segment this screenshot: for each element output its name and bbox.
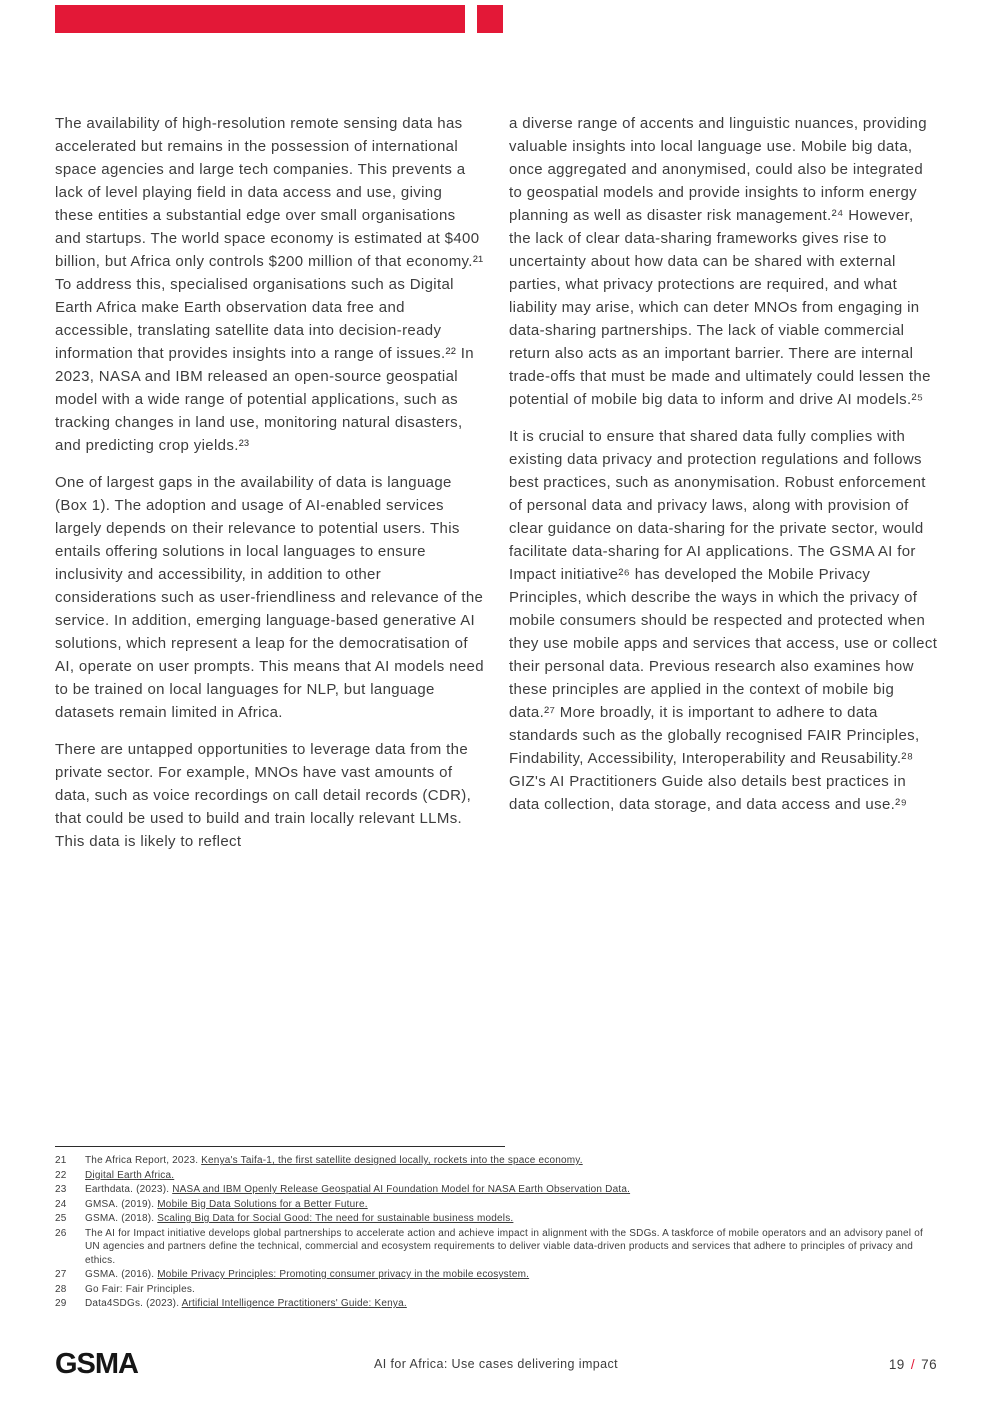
footnote-text — [85, 1268, 939, 1282]
page-current: 19 — [888, 1356, 905, 1372]
footnote-link[interactable]: Scaling Big Data for Social Good: The need for sustainable business models. — [157, 1213, 514, 1224]
footnote-text — [85, 1198, 939, 1212]
footnote-text — [85, 1183, 939, 1197]
page-footer — [55, 1347, 937, 1381]
footnote — [55, 1268, 939, 1282]
footer-report-title: AI for Africa: Use cases delivering impact — [374, 1357, 618, 1371]
footnote — [55, 1283, 939, 1297]
page-number — [889, 1357, 937, 1372]
footnote-pre: Data4SDGs. (2023). — [85, 1298, 182, 1309]
paragraph-mobile-big-data: a diverse range of accents and linguistic nuances, providing valuable insights into local language use. Mobile big data, once aggregated and anonymised, could also be integrated to geospatial models and provide insights to inform energy planning as well as disaster risk management.²⁴ However, the lack of clear data-sharing frameworks gives rise to uncertainty about how data can be shared with external parties, what privacy protections are required, and what liability may arise, which can deter MNOs from engaging in data-sharing partnerships. The lack of viable commercial return also acts as an important barrier. There are internal trade-offs that must be made and ultimately could lessen the potential of mobile big data to inform and drive AI models.²⁵ — [509, 115, 931, 408]
footnote-link[interactable]: Kenya's Taifa-1, the first satellite designed locally, rockets into the space economy. — [201, 1155, 583, 1166]
footnote-pre: GMSA. (2019). — [85, 1198, 158, 1210]
footnote — [55, 1297, 939, 1311]
footnote-separator-rule — [55, 1146, 505, 1147]
footnote-text — [85, 1154, 939, 1168]
footnote-text — [85, 1169, 939, 1183]
footnote-pre: GSMA. (2016). — [85, 1269, 158, 1280]
paragraph-language-gap: One of largest gaps in the availability of data is language (Box 1). The adoption and usage of AI-enabled services largely depends on their relevance to potential users. This entails offering solutions in local languages to ensure inclusivity and accessibility, in addition to other considerations such as user-friendliness and relevance of the service. In addition, emerging language-based generative AI solutions, which represent a leap for the democratisation of AI, operate on user prompts. This means that AI models need to be trained on local languages for NLP, but language datasets remain limited in Africa. — [55, 474, 484, 721]
footnote-number: 21 — [55, 1155, 67, 1166]
footnote-text — [85, 1227, 939, 1268]
footnote — [55, 1183, 939, 1197]
footnote — [55, 1212, 939, 1226]
footnote-link[interactable]: Mobile Big Data Solutions for a Better Future. — [157, 1198, 368, 1210]
footnote-link[interactable]: NASA and IBM Openly Release Geospatial AI Foundation Model for NASA Earth Observation Data. — [172, 1184, 631, 1195]
accent-square — [477, 5, 503, 33]
footnote-pre: The AI for Impact initiative develops global partnerships to accelerate action and achieve impact in alignment with the SDGs. A taskforce of mobile operators and an advisory panel of UN agencies and partners define the technical, commercial and ecosystem requirements to deliver viable data-driven products and services that adhere to principles of privacy and ethics. — [85, 1227, 923, 1266]
page-number-separator: / — [910, 1356, 916, 1372]
gsma-logo: GSMA — [55, 1347, 138, 1380]
paragraph-private-sector: There are untapped opportunities to leverage data from the private sector. For example, MNOs have vast amounts of data, such as voice recordings on call detail records (CDR), that could be used to build and train locally relevant LLMs. This data is likely to reflect — [55, 741, 472, 850]
footnotes-section — [55, 1146, 939, 1312]
footnote-text — [85, 1212, 939, 1226]
footnote-number: 26 — [55, 1227, 67, 1239]
right-column — [509, 112, 939, 867]
top-accent-bar — [55, 5, 503, 33]
accent-bar — [55, 5, 465, 33]
footnote — [55, 1227, 939, 1268]
paragraph-remote-sensing: The availability of high-resolution remote sensing data has accelerated but remains in the possession of international space agencies and large tech companies. This prevents a lack of level playing field in data access and use, giving these entities a substantial edge over small organisations and startups. The world space economy is estimated at $400 billion, but Africa only controls $200 million of that economy.²¹ To address this, specialised organisations such as Digital Earth Africa make Earth observation data free and accessible, translating satellite data into decision-ready information that provides insights into a range of issues.²² In 2023, NASA and IBM released an open-source geospatial model with a wide range of potential applications, such as tracking changes in land use, monitoring natural disasters, and predicting crop yields.²³ — [55, 115, 484, 454]
footnote-link[interactable]: Mobile Privacy Principles: Promoting consumer privacy in the mobile ecosystem. — [157, 1269, 530, 1280]
footnote — [55, 1169, 939, 1183]
footnote-pre: Earthdata. (2023). — [85, 1184, 173, 1195]
article-body — [55, 112, 939, 867]
footnote-link[interactable]: Digital Earth Africa. — [85, 1169, 175, 1181]
footnote-number: 25 — [55, 1213, 67, 1224]
footnote-number: 29 — [55, 1298, 67, 1309]
footnote-number: 22 — [55, 1169, 67, 1181]
footnote — [55, 1198, 939, 1212]
footnote-pre: Go Fair: Fair Principles. — [85, 1283, 196, 1295]
footnote-pre: The Africa Report, 2023. — [85, 1155, 202, 1166]
footnote-text — [85, 1297, 939, 1311]
footnote-text — [85, 1283, 939, 1297]
footnote-number: 23 — [55, 1184, 67, 1195]
page-total: 76 — [921, 1356, 937, 1372]
footnote — [55, 1154, 939, 1168]
footnote-pre: GSMA. (2018). — [85, 1213, 158, 1224]
footnote-number: 28 — [55, 1283, 67, 1295]
footnote-link[interactable]: Artificial Intelligence Practitioners' Guide: Kenya. — [181, 1298, 407, 1309]
left-column — [55, 112, 485, 867]
paragraph-data-privacy: It is crucial to ensure that shared data fully complies with existing data privacy and protection regulations and follows best practices, such as anonymisation. Robust enforcement of personal data and privacy laws, along with provision of clear guidance on data-sharing for the private sector, would facilitate data-sharing for AI applications. The GSMA AI for Impact initiative²⁶ has developed the Mobile Privacy Principles, which describe the ways in which the privacy of mobile consumers should be respected and protected when they use mobile apps and services that access, use or collect their personal data. Previous research also examines how these principles are applied in the context of mobile big data.²⁷ More broadly, it is important to adhere to data standards such as the globally recognised FAIR Principles, Findability, Accessibility, Interoperability and Reusability.²⁸ GIZ's AI Practitioners Guide also details best practices in data collection, data storage, and data access and use.²⁹ — [509, 428, 938, 813]
footnote-number: 24 — [55, 1198, 67, 1210]
footnote-number: 27 — [55, 1269, 67, 1280]
